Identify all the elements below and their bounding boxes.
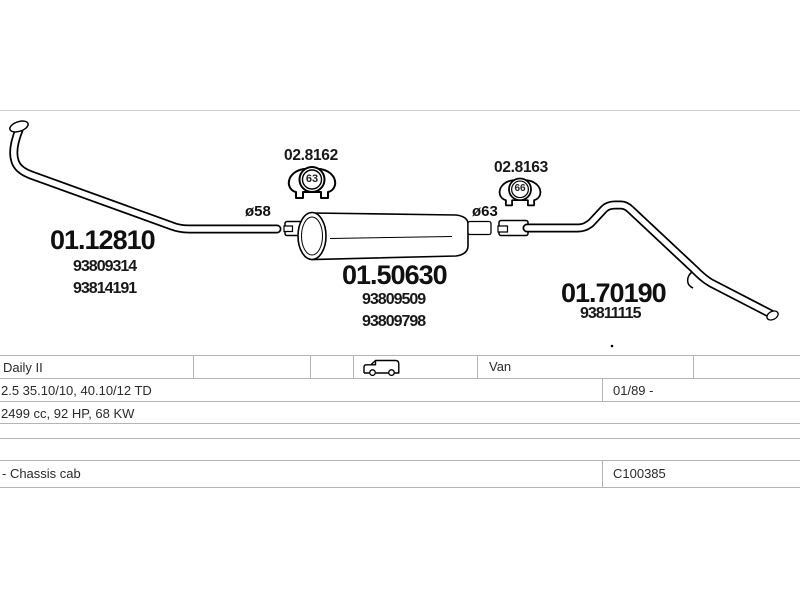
hanger-front-code: 02.8162: [284, 147, 338, 164]
table-grid-line: [602, 460, 603, 487]
front-pipe-code: 01.12810: [50, 225, 155, 255]
date-range-cell: 01/89 -: [613, 383, 654, 398]
muffler-outlet-stub: [468, 222, 491, 235]
variant-note-cell: - Chassis cab: [2, 466, 81, 481]
table-grid-line: [353, 355, 354, 378]
table-grid-line: [0, 378, 800, 379]
table-grid-line: [602, 378, 603, 401]
body-type-cell: Van: [489, 359, 512, 374]
front-diameter-label: ø58: [245, 203, 271, 220]
table-grid-line: [693, 355, 694, 378]
table-grid-line: [310, 355, 311, 378]
table-grid-line: [193, 355, 194, 378]
mount-size-label: 63: [305, 173, 319, 185]
rubber-mount-icon: [287, 163, 337, 201]
middle-muffler-drawing: [298, 213, 491, 260]
rear-pipe-oem-1: 93811115: [580, 305, 641, 322]
muffler-code: 01.50630: [342, 260, 447, 290]
table-grid-line: [0, 401, 800, 402]
middle-diameter-label: ø63: [472, 203, 498, 220]
front-pipe-oem-1: 93809314: [73, 258, 137, 275]
table-grid-line: [0, 460, 800, 461]
van-icon: [363, 359, 400, 376]
muffler-oem-1: 93809509: [362, 291, 426, 308]
front-exhaust-pipe-drawing: [8, 119, 277, 229]
table-grid-line: [0, 355, 800, 356]
table-grid-line: [477, 355, 478, 378]
rear-pipe-code: 01.70190: [561, 278, 666, 308]
table-grid-line: [0, 487, 800, 488]
table-grid-line: [0, 423, 800, 424]
muffler-oem-2: 93809798: [362, 313, 426, 330]
mount-size-label: 66: [514, 183, 526, 194]
pipe-flange-opening: [8, 119, 29, 134]
hanger-rear-code: 02.8163: [494, 159, 548, 176]
engine-spec-cell: 2499 cc, 92 HP, 68 KW: [1, 406, 135, 421]
model-name-cell: Daily II: [3, 360, 43, 375]
tick-mark: [611, 345, 614, 348]
engine-version-cell: 2.5 35.10/10, 40.10/12 TD: [1, 383, 152, 398]
rubber-mount-icon: [498, 175, 542, 208]
type-code-cell: C100385: [613, 466, 666, 481]
front-pipe-oem-2: 93814191: [73, 280, 137, 297]
table-grid-line: [0, 438, 800, 439]
pipe-bracket-hook: [688, 272, 693, 288]
